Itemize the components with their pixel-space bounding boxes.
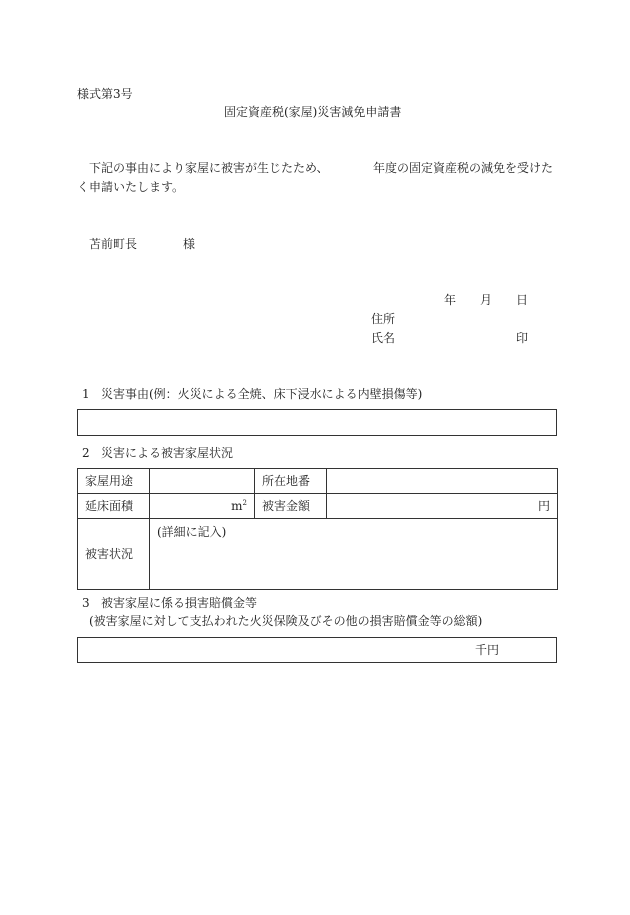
condition-note: (詳細に記入) xyxy=(157,525,227,539)
address-field[interactable] xyxy=(400,309,530,327)
section3-note: (被害家屋に対して支払われた火災保険及びその他の損害賠償金等の総額) xyxy=(89,614,483,628)
table-row xyxy=(78,469,558,494)
name-field[interactable] xyxy=(400,328,510,346)
intro-text-line2: く申請いたします。 xyxy=(77,180,185,194)
date-year-label: 年 xyxy=(444,293,457,307)
section3-number: 3 xyxy=(82,596,90,610)
usage-field[interactable] xyxy=(150,469,255,494)
damage-amount-field[interactable] xyxy=(327,494,558,519)
date-day-label: 日 xyxy=(516,293,529,307)
address-label: 住所 xyxy=(371,312,396,326)
section2-label: 災害による被害家屋状況 xyxy=(101,446,234,460)
yen-unit: 円 xyxy=(537,499,550,513)
seal-mark: 印 xyxy=(516,331,529,345)
condition-label: 被害状況 xyxy=(78,519,150,590)
compensation-amount-field[interactable] xyxy=(77,637,557,663)
location-label: 所在地番 xyxy=(255,469,327,494)
section1-number: 1 xyxy=(82,387,90,401)
addressee-honorific: 様 xyxy=(183,237,196,251)
thousand-yen-unit: 千円 xyxy=(475,643,500,657)
floor-area-label: 延床面積 xyxy=(78,494,150,519)
floor-area-field[interactable] xyxy=(150,494,255,519)
damage-amount-label: 被害金額 xyxy=(255,494,327,519)
condition-field[interactable] xyxy=(150,519,558,590)
form-number: 様式第3号 xyxy=(77,87,133,101)
document-title: 固定資産税(家屋)災害減免申請書 xyxy=(224,105,402,119)
damage-status-table xyxy=(77,468,558,590)
section3-label: 被害家屋に係る損害賠償金等 xyxy=(101,596,258,610)
addressee-name: 苫前町長 xyxy=(89,237,138,251)
name-label: 氏名 xyxy=(371,331,396,345)
disaster-reason-field[interactable] xyxy=(77,409,557,436)
usage-label: 家屋用途 xyxy=(78,469,150,494)
section2-number: 2 xyxy=(82,446,90,460)
location-field[interactable] xyxy=(327,469,558,494)
table-row xyxy=(78,519,558,590)
table-row xyxy=(78,494,558,519)
intro-text-part1: 下記の事由により家屋に被害が生じたため、 xyxy=(89,161,329,175)
area-unit: $m^2$ xyxy=(231,499,247,513)
intro-text-part2: 年度の固定資産税の減免を受けた xyxy=(373,161,554,175)
section1-label: 災害事由(例：火災による全焼、床下浸水による内壁損傷等) xyxy=(101,387,423,401)
intro-year-field[interactable] xyxy=(322,158,370,176)
date-month-label: 月 xyxy=(480,293,493,307)
